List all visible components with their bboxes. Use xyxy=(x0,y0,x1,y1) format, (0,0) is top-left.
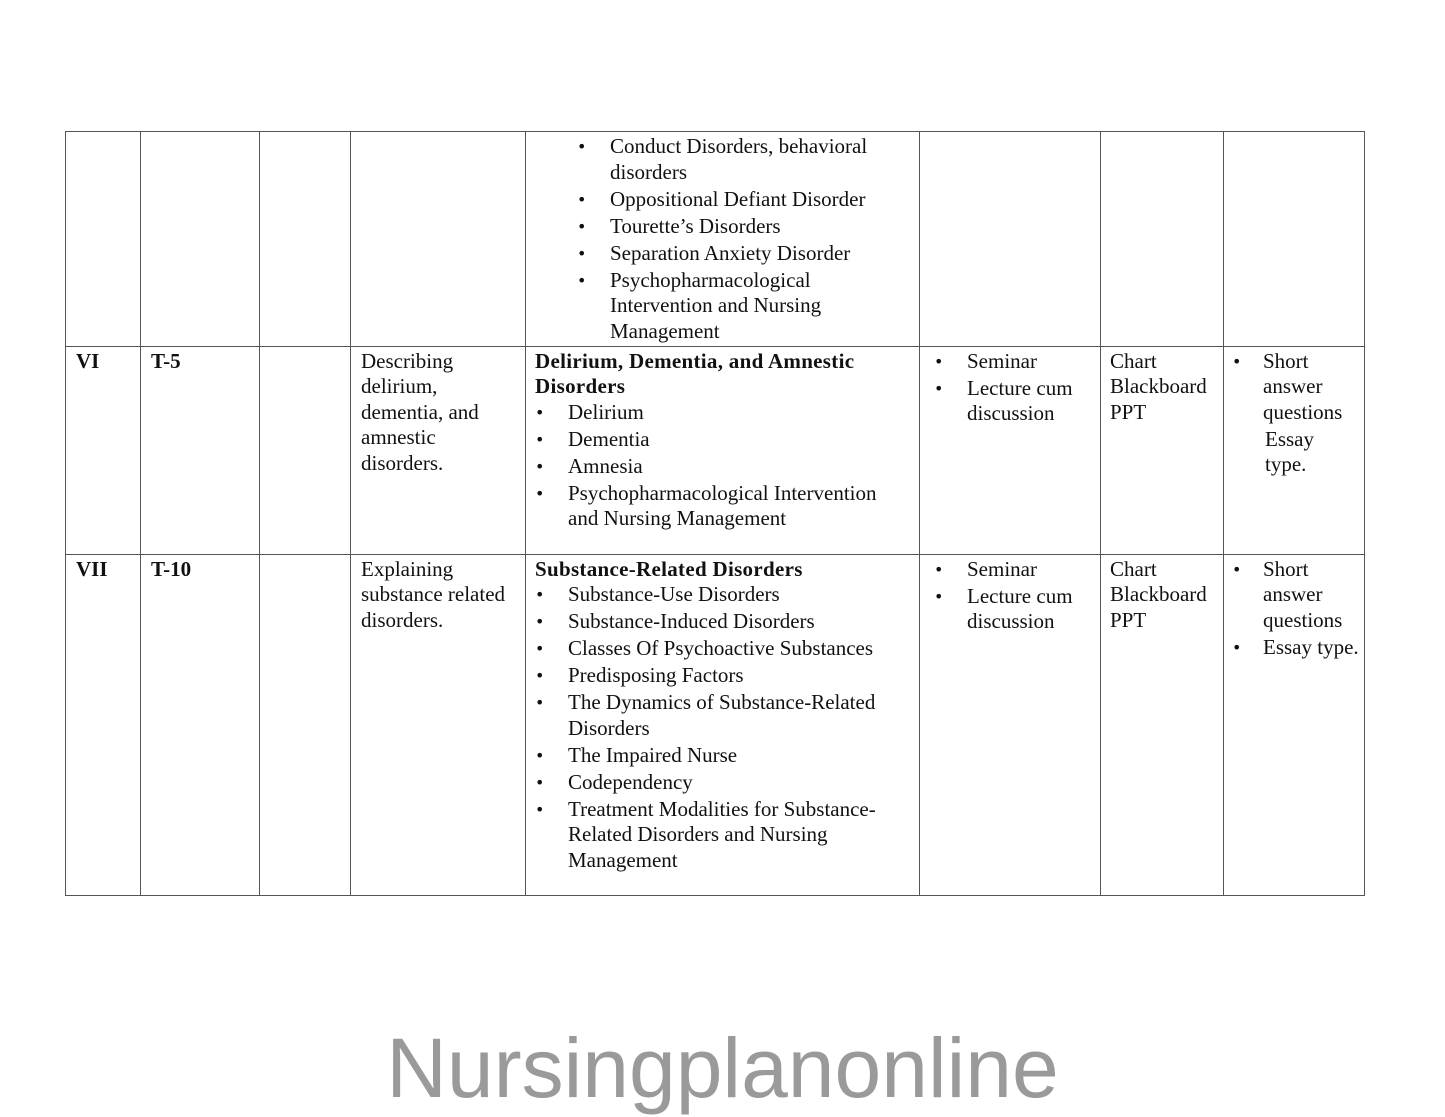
aids-cell xyxy=(1101,346,1224,554)
table-row xyxy=(66,554,1365,895)
content-list xyxy=(535,582,911,873)
content-cell xyxy=(526,132,920,347)
list-item: • Short answer questions xyxy=(1232,348,1343,424)
list-item: • Conduct Disorders, behavioral disorders xyxy=(577,134,868,184)
list-item: • Seminar xyxy=(934,556,1037,581)
topic-title: Delirium, Dementia, and Amnestic Disorders xyxy=(535,348,855,398)
time-cell: T-10 xyxy=(141,554,260,895)
list-item: • Codependency xyxy=(535,769,693,794)
content-cell xyxy=(526,554,920,895)
method-cell xyxy=(920,132,1101,347)
aid-item: Blackboard xyxy=(1110,374,1207,398)
content-cell xyxy=(526,346,920,554)
list-item: • Short answer questions xyxy=(1232,556,1343,632)
evaluation-extra: Essay type. xyxy=(1265,426,1314,476)
list-item: • Lecture cum discussion xyxy=(934,375,1073,425)
watermark-text: Nursingplanonline xyxy=(386,1021,1059,1115)
list-item: • Classes Of Psychoactive Substances xyxy=(535,636,874,660)
table-row xyxy=(66,132,1365,347)
objective-cell: Describing delirium, dementia, and amnestic disorders. xyxy=(351,346,526,554)
list-item: • Delirium xyxy=(535,399,644,424)
time-cell xyxy=(141,132,260,347)
list-item: • Dementia xyxy=(535,426,650,451)
list-item: • Substance-Use Disorders xyxy=(535,582,780,606)
list-item: • Tourette’s Disorders xyxy=(577,213,781,238)
aid-item: PPT xyxy=(1110,399,1147,424)
list-item: • Oppositional Defiant Disorder xyxy=(577,186,866,211)
evaluation-list xyxy=(1232,349,1360,426)
aid-item: PPT xyxy=(1110,607,1147,632)
blank-cell xyxy=(260,554,351,895)
unit-cell xyxy=(66,132,141,347)
list-item: • Essay type. xyxy=(1232,634,1359,659)
list-item: • Seminar xyxy=(934,348,1037,373)
evaluation-list xyxy=(1232,557,1360,661)
list-item: • Substance-Induced Disorders xyxy=(535,609,815,633)
list-item: • Predisposing Factors xyxy=(535,663,744,687)
list-item: • Lecture cum discussion xyxy=(934,583,1073,633)
list-item: • Psychopharmacological Intervention and Nursing Management xyxy=(535,480,877,530)
aids-cell xyxy=(1101,554,1224,895)
evaluation-cell xyxy=(1224,554,1365,895)
blank-cell xyxy=(260,132,351,347)
list-item: • Treatment Modalities for Substance-Related Disorders and Nursing Management xyxy=(535,796,876,872)
list-item: • Separation Anxiety Disorder xyxy=(577,240,851,265)
time-cell: T-5 xyxy=(141,346,260,554)
evaluation-cell xyxy=(1224,346,1365,554)
unit-cell: VI xyxy=(66,346,141,554)
aid-item: Blackboard xyxy=(1110,582,1207,606)
list-item: • Amnesia xyxy=(535,453,643,478)
method-list xyxy=(934,557,1096,635)
method-cell xyxy=(920,346,1101,554)
objective-cell: Explaining substance related disorders. xyxy=(351,554,526,895)
aids-cell xyxy=(1101,132,1224,347)
method-list xyxy=(934,349,1096,427)
method-cell xyxy=(920,554,1101,895)
list-item: • The Dynamics of Substance-Related Disorders xyxy=(535,690,876,740)
aid-item: Chart xyxy=(1110,556,1157,581)
aid-item: Chart xyxy=(1110,348,1157,373)
table-row xyxy=(66,346,1365,554)
objective-cell xyxy=(351,132,526,347)
list-item: • The Impaired Nurse xyxy=(535,742,738,767)
content-list xyxy=(535,400,911,532)
list-item: • Psychopharmacological Intervention and Nursing Management xyxy=(577,267,822,343)
lesson-plan-table xyxy=(65,131,1365,896)
topic-title: Substance-Related Disorders xyxy=(535,556,803,581)
evaluation-cell xyxy=(1224,132,1365,347)
content-list xyxy=(535,134,911,344)
blank-cell xyxy=(260,346,351,554)
unit-cell: VII xyxy=(66,554,141,895)
